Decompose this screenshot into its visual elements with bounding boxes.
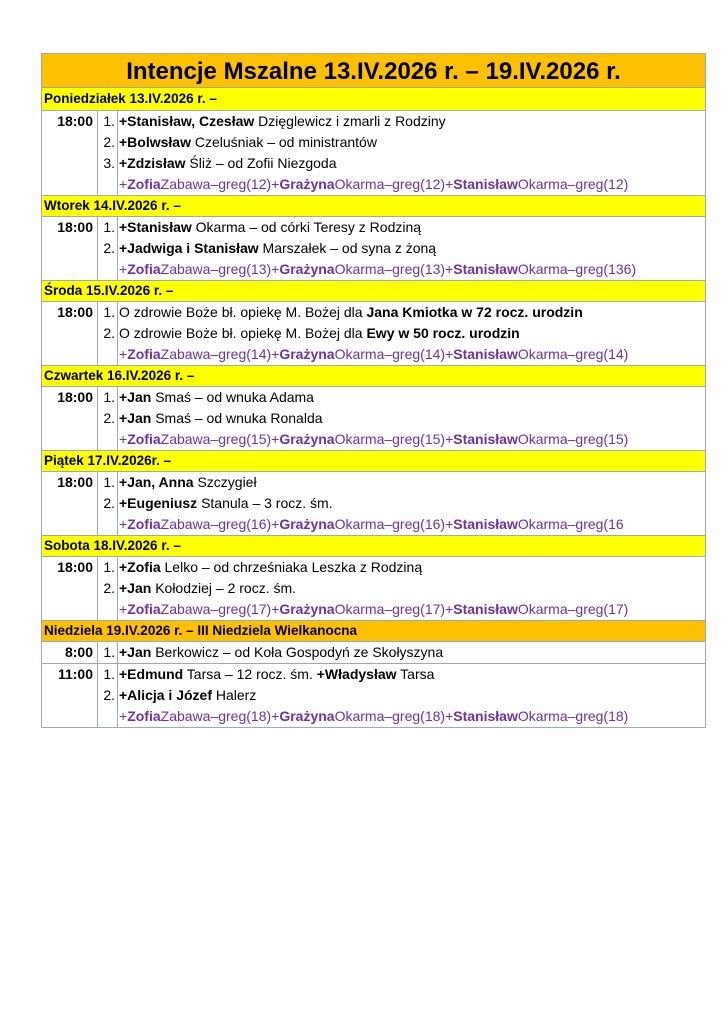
gregorian-part: Zabawa–greg(13)+ xyxy=(160,261,280,277)
intention-text-bold-part: +Eugeniusz xyxy=(119,495,198,511)
intention-text xyxy=(117,664,705,685)
empty-number-cell xyxy=(97,259,117,280)
intention-text-part: Marszałek – od syna z żoną xyxy=(258,240,437,256)
intention-row xyxy=(42,387,705,408)
intention-text-bold-part: Ewy w 50 rocz. urodzin xyxy=(366,325,520,341)
intention-number: 1. xyxy=(103,304,115,320)
gregorian-part: Okarma–greg(14)+ xyxy=(334,346,454,362)
gregorian-masses xyxy=(117,429,705,450)
intention-text xyxy=(117,132,705,153)
gregorian-bold-part: Zofia xyxy=(127,176,161,192)
gregorian-bold-part: Grażyna xyxy=(279,176,335,192)
intention-number: 1. xyxy=(103,559,115,575)
days-list xyxy=(41,88,706,728)
intention-text-part: O zdrowie Boże bł. opiekę M. Bożej dla xyxy=(119,304,367,320)
gregorian-part: + xyxy=(119,261,128,277)
gregorian-row xyxy=(42,429,705,450)
intention-number: 1. xyxy=(103,389,115,405)
gregorian-part: Okarma–greg(17) xyxy=(517,601,629,617)
mass-time: 18:00 xyxy=(57,559,93,575)
intention-text-bold-part: +Stanisław xyxy=(119,219,192,235)
gregorian-masses xyxy=(117,259,705,280)
empty-number-cell xyxy=(97,706,117,727)
gregorian-bold-part: Stanisław xyxy=(453,176,518,192)
gregorian-part: Zabawa–greg(16)+ xyxy=(160,516,280,532)
intention-text-bold-part: +Jan xyxy=(119,580,152,596)
gregorian-part: Zabawa–greg(12)+ xyxy=(160,176,280,192)
mass-time xyxy=(42,685,97,706)
empty-time-cell xyxy=(42,706,97,727)
gregorian-masses xyxy=(117,344,705,365)
intention-text xyxy=(117,387,705,408)
day-masses xyxy=(41,302,706,366)
intention-number: 2. xyxy=(103,410,115,426)
gregorian-part: Okarma–greg(136) xyxy=(517,261,637,277)
mass-time xyxy=(42,493,97,514)
mass-time xyxy=(42,132,97,153)
gregorian-bold-part: Stanisław xyxy=(453,261,518,277)
day-masses xyxy=(41,217,706,281)
intention-text-part: Smaś – od wnuka Adama xyxy=(151,389,314,405)
intention-text-bold-part: +Jadwiga i Stanisław xyxy=(119,240,259,256)
intention-row xyxy=(42,238,705,259)
day-masses xyxy=(41,387,706,451)
intention-text-bold-part: +Edmund xyxy=(119,666,184,682)
gregorian-part: Zabawa–greg(18)+ xyxy=(160,708,280,724)
gregorian-row xyxy=(42,174,705,195)
gregorian-bold-part: Zofia xyxy=(127,431,161,447)
gregorian-part: Okarma–greg(18) xyxy=(517,708,629,724)
intention-number: 1. xyxy=(103,666,115,682)
intention-number: 2. xyxy=(103,495,115,511)
intention-text-part: Smaś – od wnuka Ronalda xyxy=(151,410,323,426)
empty-time-cell xyxy=(42,429,97,450)
intention-text-bold-part: +Jan xyxy=(119,644,152,660)
gregorian-part: Okarma–greg(12)+ xyxy=(334,176,454,192)
gregorian-part: Okarma–greg(16)+ xyxy=(334,516,454,532)
intention-number: 1. xyxy=(103,644,115,660)
gregorian-row xyxy=(42,514,705,535)
gregorian-part: Okarma–greg(17)+ xyxy=(334,601,454,617)
gregorian-row xyxy=(42,259,705,280)
intention-row xyxy=(42,557,705,578)
mass-time: 11:00 xyxy=(57,666,93,682)
intention-text-bold-part: +Jan xyxy=(119,389,152,405)
gregorian-part: Okarma–greg(13)+ xyxy=(334,261,454,277)
intention-text-bold-part: +Alicja i Józef xyxy=(119,687,212,703)
day-header: Wtorek 14.IV.2026 r. – xyxy=(41,196,706,217)
intention-row xyxy=(42,111,705,132)
intention-text-part: Stanula – 3 rocz. śm. xyxy=(197,495,333,511)
mass-time xyxy=(42,153,97,174)
empty-time-cell xyxy=(42,174,97,195)
intention-text-part: Okarma – od córki Teresy z Rodziną xyxy=(191,219,422,235)
intention-text xyxy=(117,217,705,238)
intention-text xyxy=(117,493,705,514)
gregorian-bold-part: Stanisław xyxy=(453,708,518,724)
intention-text-bold-part: +Zofia xyxy=(119,559,161,575)
day-masses xyxy=(41,111,706,196)
intentions-document xyxy=(41,53,706,728)
gregorian-part: Okarma–greg(12) xyxy=(517,176,629,192)
gregorian-part: Zabawa–greg(14)+ xyxy=(160,346,280,362)
intention-row xyxy=(42,472,705,493)
intention-number: 2. xyxy=(103,687,115,703)
intention-text-bold-part: +Jan xyxy=(119,410,152,426)
mass-time: 18:00 xyxy=(57,389,93,405)
gregorian-masses xyxy=(117,514,705,535)
gregorian-row xyxy=(42,706,705,727)
gregorian-part: + xyxy=(119,176,128,192)
intention-text xyxy=(117,111,705,132)
gregorian-part: Okarma–greg(15) xyxy=(517,431,629,447)
gregorian-masses xyxy=(117,706,705,727)
intention-text xyxy=(117,153,705,174)
gregorian-part: Zabawa–greg(15)+ xyxy=(160,431,280,447)
mass-time: 18:00 xyxy=(57,474,93,490)
intention-text xyxy=(117,557,705,578)
intention-text xyxy=(117,472,705,493)
gregorian-part: + xyxy=(119,516,128,532)
intention-text xyxy=(117,323,705,344)
intention-text xyxy=(117,238,705,259)
gregorian-part: + xyxy=(119,431,128,447)
day-header: Poniedziałek 13.IV.2026 r. – xyxy=(41,88,706,111)
gregorian-part: + xyxy=(119,601,128,617)
intention-row xyxy=(42,408,705,429)
day-masses xyxy=(41,557,706,621)
mass-time xyxy=(42,238,97,259)
intention-text-part: Berkowicz – od Koła Gospodyń ze Skołyszyna xyxy=(151,644,444,660)
empty-number-cell xyxy=(97,514,117,535)
mass-time: 18:00 xyxy=(57,219,93,235)
intention-text xyxy=(117,642,705,663)
intention-row xyxy=(42,642,705,663)
intention-text xyxy=(117,685,705,706)
intention-row xyxy=(42,217,705,238)
intention-text-part: Tarsa – 12 rocz. śm. xyxy=(183,666,317,682)
intention-text-bold-part: +Bolwsław xyxy=(119,134,191,150)
intention-number: 3. xyxy=(103,155,115,171)
mass-time: 8:00 xyxy=(64,644,93,660)
mass-time xyxy=(42,408,97,429)
gregorian-part: Okarma–greg(14) xyxy=(517,346,629,362)
intention-number: 1. xyxy=(103,113,115,129)
gregorian-part: Okarma–greg(15)+ xyxy=(334,431,454,447)
intention-text-part: Kołodziej – 2 rocz. śm. xyxy=(151,580,297,596)
mass-time xyxy=(42,323,97,344)
gregorian-part: Okarma–greg(16 xyxy=(517,516,624,532)
gregorian-part: + xyxy=(119,708,128,724)
empty-number-cell xyxy=(97,429,117,450)
empty-time-cell xyxy=(42,514,97,535)
empty-number-cell xyxy=(97,344,117,365)
intention-row xyxy=(42,302,705,323)
empty-time-cell xyxy=(42,599,97,620)
gregorian-bold-part: Zofia xyxy=(127,516,161,532)
gregorian-bold-part: Stanisław xyxy=(453,346,518,362)
gregorian-bold-part: Grażyna xyxy=(279,431,335,447)
intention-text-bold-part: +Władysław xyxy=(316,666,397,682)
gregorian-bold-part: Grażyna xyxy=(279,708,335,724)
intention-text-bold-part: +Jan, Anna xyxy=(119,474,194,490)
intention-text-part: Szczygieł xyxy=(193,474,257,490)
intention-text-part: Tarsa xyxy=(396,666,435,682)
intention-text xyxy=(117,302,705,323)
empty-time-cell xyxy=(42,344,97,365)
day-masses xyxy=(41,642,706,728)
mass-time: 18:00 xyxy=(57,304,93,320)
gregorian-masses xyxy=(117,599,705,620)
day-masses xyxy=(41,472,706,536)
day-header: Niedziela 19.IV.2026 r. – III Niedziela Wielkanocna xyxy=(41,621,706,642)
gregorian-bold-part: Grażyna xyxy=(279,601,335,617)
gregorian-bold-part: Grażyna xyxy=(279,346,335,362)
gregorian-bold-part: Zofia xyxy=(127,708,161,724)
intention-row xyxy=(42,493,705,514)
intention-number: 2. xyxy=(103,240,115,256)
intention-text xyxy=(117,578,705,599)
day-header: Środa 15.IV.2026 r. – xyxy=(41,281,706,302)
intention-text-part: O zdrowie Boże bł. opiekę M. Bożej dla xyxy=(119,325,367,341)
intention-row xyxy=(42,663,705,685)
intention-row xyxy=(42,132,705,153)
intention-text-part: Halerz xyxy=(211,687,257,703)
intention-text-part: Dzięglewicz i zmarli z Rodziny xyxy=(254,113,446,129)
intention-row xyxy=(42,578,705,599)
day-header: Czwartek 16.IV.2026 r. – xyxy=(41,366,706,387)
page-title: Intencje Mszalne 13.IV.2026 r. – 19.IV.2026 r. xyxy=(41,53,706,88)
gregorian-bold-part: Grażyna xyxy=(279,261,335,277)
intention-row xyxy=(42,323,705,344)
gregorian-bold-part: Stanisław xyxy=(453,516,518,532)
intention-row xyxy=(42,685,705,706)
intention-number: 2. xyxy=(103,580,115,596)
intention-text-bold-part: +Stanisław, Czesław xyxy=(119,113,255,129)
intention-text-part: Lelko – od chrześniaka Leszka z Rodziną xyxy=(160,559,423,575)
gregorian-part: Okarma–greg(18)+ xyxy=(334,708,454,724)
empty-time-cell xyxy=(42,259,97,280)
intention-number: 2. xyxy=(103,134,115,150)
gregorian-masses xyxy=(117,174,705,195)
intention-text-bold-part: +Zdzisław xyxy=(119,155,186,171)
intention-number: 2. xyxy=(103,325,115,341)
gregorian-bold-part: Stanisław xyxy=(453,431,518,447)
intention-text xyxy=(117,408,705,429)
gregorian-bold-part: Zofia xyxy=(127,261,161,277)
gregorian-bold-part: Zofia xyxy=(127,346,161,362)
intention-text-part: Czeluśniak – od ministrantów xyxy=(190,134,377,150)
gregorian-part: Zabawa–greg(17)+ xyxy=(160,601,280,617)
mass-time xyxy=(42,578,97,599)
intention-text-bold-part: Jana Kmiotka w 72 rocz. urodzin xyxy=(366,304,583,320)
gregorian-bold-part: Stanisław xyxy=(453,601,518,617)
gregorian-row xyxy=(42,344,705,365)
gregorian-part: + xyxy=(119,346,128,362)
intention-number: 1. xyxy=(103,474,115,490)
gregorian-row xyxy=(42,599,705,620)
empty-number-cell xyxy=(97,599,117,620)
intention-text-part: Śliż – od Zofii Niezgoda xyxy=(185,155,337,171)
mass-time: 18:00 xyxy=(57,113,93,129)
day-header: Sobota 18.IV.2026 r. – xyxy=(41,536,706,557)
intention-row xyxy=(42,153,705,174)
intention-number: 1. xyxy=(103,219,115,235)
gregorian-bold-part: Zofia xyxy=(127,601,161,617)
empty-number-cell xyxy=(97,174,117,195)
gregorian-bold-part: Grażyna xyxy=(279,516,335,532)
day-header: Piątek 17.IV.2026r. – xyxy=(41,451,706,472)
